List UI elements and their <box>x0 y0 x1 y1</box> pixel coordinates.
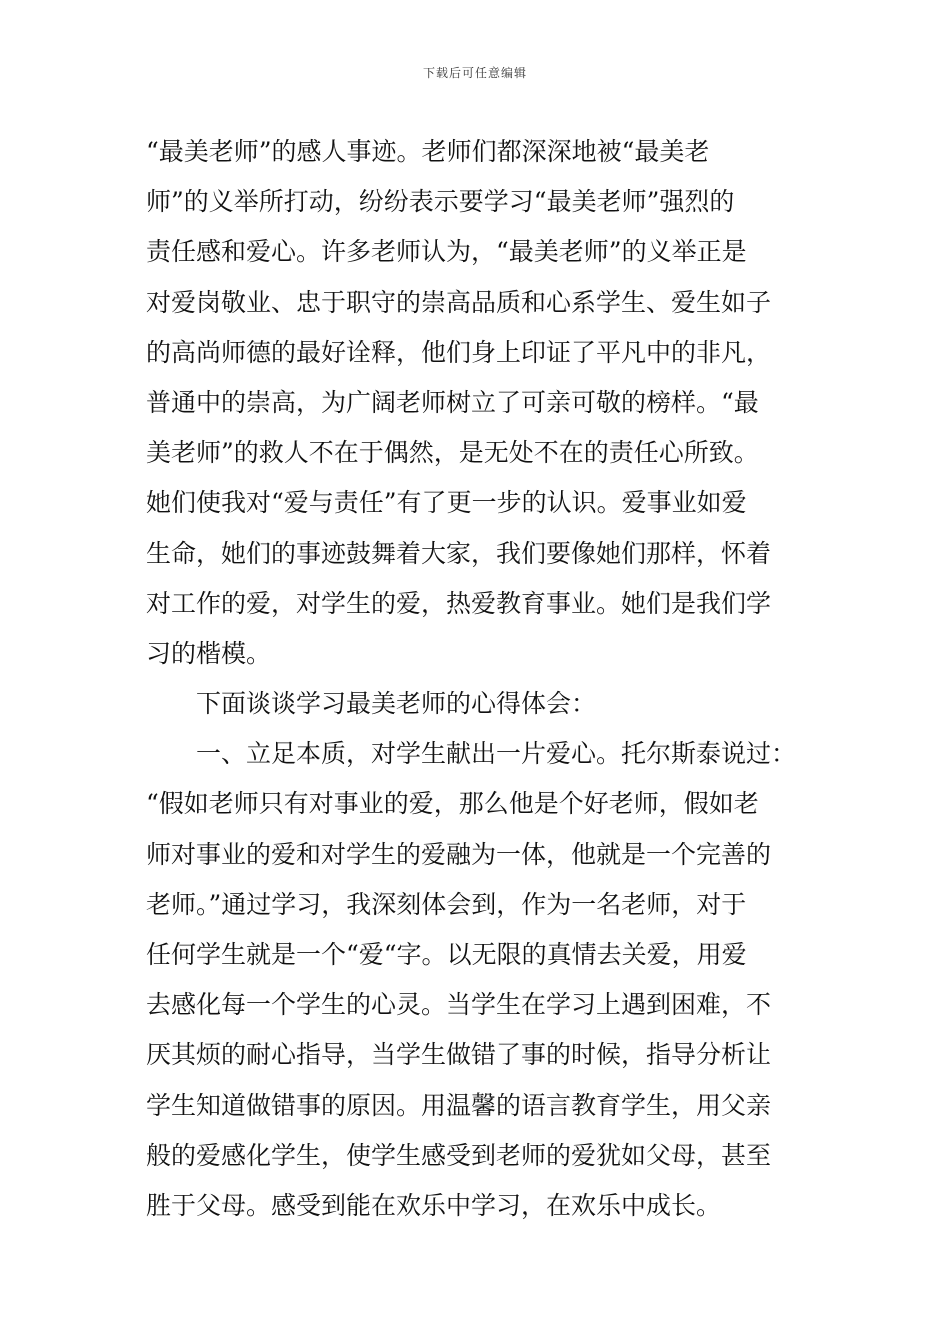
text-line: 厌其烦的耐心指导，当学生做错了事的时候，指导分析让 <box>146 1040 772 1070</box>
text-line: “假如老师只有对事业的爱，那么他是个好老师，假如老 <box>146 789 759 819</box>
text-line: 美老师”的救人不在于偶然，是无处不在的责任心所致。 <box>146 438 759 468</box>
text-line: 胜于父母。感受到能在欢乐中学习，在欢乐中成长。 <box>146 1190 722 1220</box>
text-line: 她们使我对“爱与责任”有了更一步的认识。爱事业如爱 <box>146 488 747 518</box>
text-line: 习的楷模。 <box>146 638 272 668</box>
section-heading-line: 一、立足本质，对学生献出一片爱心。托尔斯泰说过： <box>196 739 797 769</box>
text-line: 生命，她们的事迹鼓舞着大家，我们要像她们那样，怀着 <box>146 538 772 568</box>
text-line: 去感化每一个学生的心灵。当学生在学习上遇到困难，不 <box>146 990 772 1020</box>
body-text <box>146 127 818 1231</box>
text-line: 责任感和爱心。许多老师认为，“最美老师”的义举正是 <box>146 237 747 267</box>
text-line: 师对事业的爱和对学生的爱融为一体，他就是一个完善的 <box>146 839 772 869</box>
text-line: 老师。”通过学习，我深刻体会到，作为一名老师，对于 <box>146 889 747 919</box>
paragraph-intro-line: 下面谈谈学习最美老师的心得体会： <box>196 689 597 719</box>
text-line: 对工作的爱，对学生的爱，热爱教育事业。她们是我们学 <box>146 588 772 618</box>
text-line: 师”的义举所打动，纷纷表示要学习“最美老师”强烈的 <box>146 187 735 217</box>
text-line: 任何学生就是一个“爱“字。以无限的真情去关爱，用爱 <box>146 940 747 969</box>
text-line: 普通中的崇高，为广阔老师树立了可亲可敬的榜样。“最 <box>146 387 759 417</box>
text-line: 对爱岗敬业、忠于职守的崇高品质和心系学生、爱生如子 <box>146 287 772 317</box>
text-line: 学生知道做错事的原因。用温馨的语言教育学生，用父亲 <box>146 1090 772 1120</box>
text-line: 的高尚师德的最好诠释，他们身上印证了平凡中的非凡， <box>146 337 772 367</box>
page-header: 下载后可任意编辑 <box>422 66 527 80</box>
text-line: 般的爱感化学生，使学生感受到老师的爱犹如父母，甚至 <box>146 1140 772 1170</box>
text-line: “最美老师”的感人事迹。老师们都深深地被“最美老 <box>146 137 710 166</box>
